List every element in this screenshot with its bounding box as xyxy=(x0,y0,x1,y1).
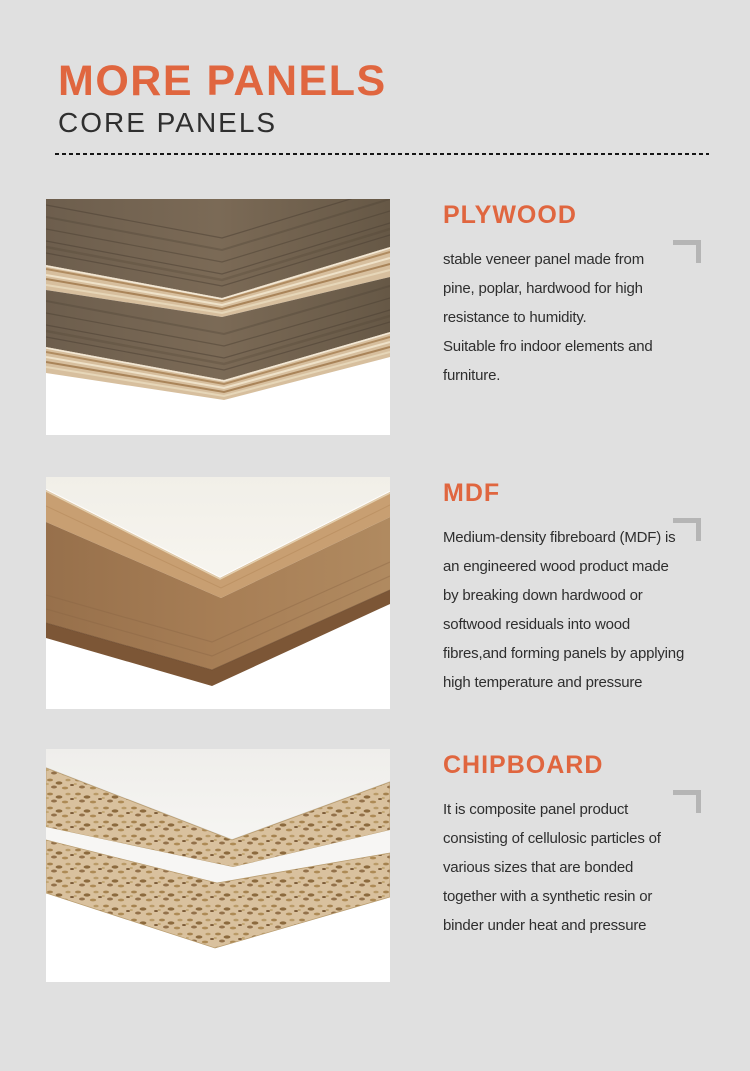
description-line: stable veneer panel made from xyxy=(443,251,644,268)
description-line: Suitable fro indoor elements and xyxy=(443,338,653,355)
plywood-panels-illustration xyxy=(46,199,390,435)
description-line: high temperature and pressure xyxy=(443,674,643,691)
section-plywood xyxy=(0,199,750,435)
page-subtitle: CORE PANELS xyxy=(58,107,278,138)
description-line: together with a synthetic resin or xyxy=(443,888,653,905)
plywood-text-column xyxy=(443,202,733,390)
description-line: pine, poplar, hardwood for high xyxy=(443,280,643,297)
plywood-section-title: PLYWOOD xyxy=(443,201,577,229)
description-line: furniture. xyxy=(443,367,501,384)
corner-bracket-icon xyxy=(673,240,701,263)
section-mdf xyxy=(0,477,750,709)
chipboard-text-column xyxy=(443,752,733,940)
plywood-image xyxy=(46,199,390,435)
mdf-panels-illustration xyxy=(46,477,390,709)
description-line: resistance to humidity. xyxy=(443,309,587,326)
dashed-divider xyxy=(55,153,709,155)
description-line: binder under heat and pressure xyxy=(443,917,647,934)
mdf-image xyxy=(46,477,390,709)
section-chipboard xyxy=(0,749,750,982)
description-line: various sizes that are bonded xyxy=(443,859,634,876)
mdf-section-title: MDF xyxy=(443,479,501,507)
description-line: It is composite panel product xyxy=(443,801,629,818)
mdf-text-column xyxy=(443,480,733,697)
description-line: an engineered wood product made xyxy=(443,558,669,575)
chipboard-panels-illustration xyxy=(46,749,390,982)
mdf-description xyxy=(443,523,733,697)
chipboard-image xyxy=(46,749,390,982)
corner-bracket-icon xyxy=(673,790,701,813)
chipboard-description xyxy=(443,795,733,940)
plywood-description xyxy=(443,245,733,390)
description-line: softwood residuals into wood xyxy=(443,616,631,633)
description-line: fibres,and forming panels by applying xyxy=(443,645,685,662)
description-line: consisting of cellulosic particles of xyxy=(443,830,661,847)
corner-bracket-icon xyxy=(673,518,701,541)
description-line: Medium-density fibreboard (MDF) is xyxy=(443,529,676,546)
chipboard-section-title: CHIPBOARD xyxy=(443,751,604,779)
page-header xyxy=(58,58,387,139)
description-line: by breaking down hardwood or xyxy=(443,587,643,604)
page-title: MORE PANELS xyxy=(58,57,387,105)
